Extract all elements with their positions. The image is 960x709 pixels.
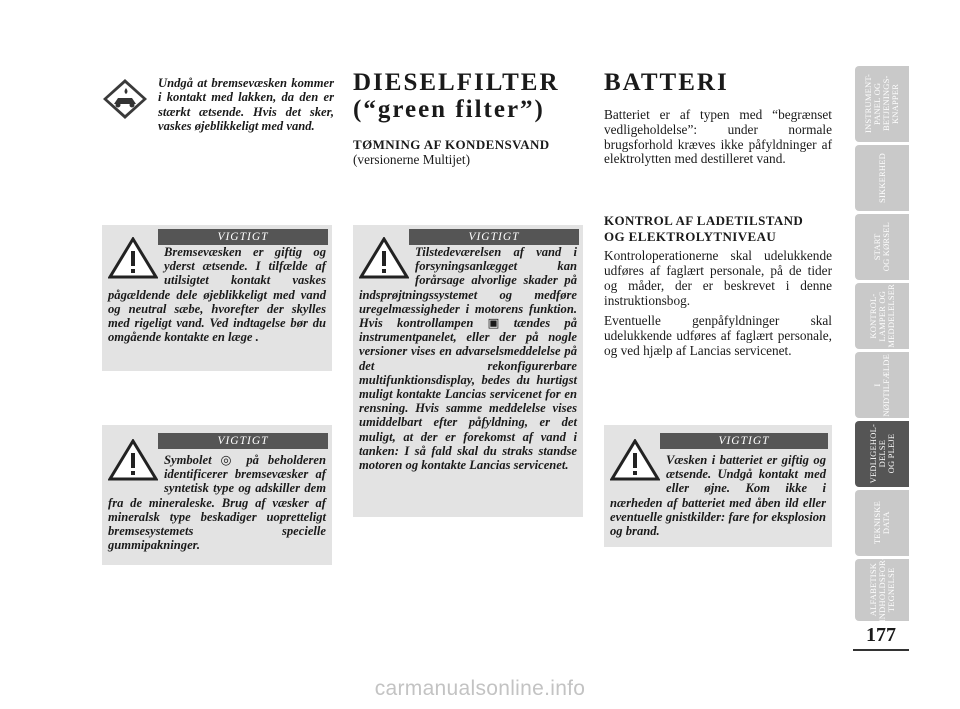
tab-instrument-panel[interactable] [855, 66, 909, 142]
tab-label: START OG KØRSEL [872, 222, 891, 272]
tab-label: ALFABETISK INDHOLDSFOR- TEGNELSE [867, 557, 896, 623]
box-header: VIGTIGT [409, 229, 579, 245]
diesel-subtitle: TØMNING AF KONDENSVAND [353, 137, 550, 152]
tab-maintenance[interactable] [855, 421, 909, 487]
intro-warning-text: Undgå at bremsevæsken kommer i kontakt med lakken, da den er stærkt ætsende. Hvis det sker, vaskes øjeblikkeligt med vand. [158, 76, 334, 134]
warning-triangle-icon [108, 439, 158, 481]
tab-start-driving[interactable] [855, 214, 909, 280]
battery-para1: Kontroloperationerne skal udelukkende udføres af faglært personale, på de tider og måder, der er beskrevet i denne instruktionsbog. [604, 248, 832, 308]
box-text: Symbolet ◎ på beholderen identificerer bremsevæsker af syntetisk type og adskiller dem fra de mineraleske. Brug af væsker af mineralsk type beskadiger uopretteligt bremsesystemets specielle gummipakninger. [108, 453, 326, 553]
warning-triangle-icon [108, 237, 158, 279]
box-header: VIGTIGT [158, 229, 328, 245]
page-number: 177 [866, 624, 896, 646]
synthetic-fluid-box [102, 425, 332, 565]
tab-safety[interactable] [855, 145, 909, 211]
warning-triangle-icon [359, 237, 409, 279]
brake-fluid-intro-warning [102, 76, 334, 134]
battery-subtitle-line1: KONTROL AF LADETILSTAND [604, 213, 804, 229]
warning-triangle-icon [610, 439, 660, 481]
box-text: Tilstedeværelsen af vand i forsyningsanlægget kan forårsage alvorlige skader på indsprøjtningssystemet og medføre uregelmæssigheder i motorens funktion. Hvis kontrollampen ▣ tændes på instrumentpanelet, eller der på nogle versioner vises en advarselsmeddelelse på det rekonfigurerbare multifunktionsdisplay, bedes du hurtigst muligt kontakte Lancias servicenet for en rensning. Hvis samme meddelelse vises umiddelbart efter påfyldning, er det muligt, at der er forekomst af vand i tanken: I så fald skal du straks standse motoren og kontakte Lancias servicenet. [359, 245, 577, 473]
watermark: carmanualsonline.info [374, 677, 586, 700]
tab-technical-data[interactable] [855, 490, 909, 556]
battery-section [604, 69, 832, 359]
battery-title: BATTERI [604, 69, 729, 96]
tab-label: KONTROL- LAMPER OG MEDDELELSER [867, 284, 896, 348]
battery-acid-box [604, 425, 832, 547]
tab-label: SIKKERHED [876, 153, 887, 203]
box-text: Væsken i batteriet er giftig og ætsende. Undgå kontakt med eller øjne. Kom ikke i nærheden af batteriet med åben ild eller eventuelle gnistkilder: fare for eksplosion og brand. [610, 453, 826, 539]
tab-label: INSTRUMENT- PANEL OG BETJENINGS- KNAPPER [863, 74, 900, 134]
page-number-rule [853, 649, 909, 651]
battery-subtitle-line2: OG ELEKTROLYTNIVEAU [604, 229, 777, 245]
battery-intro: Batteriet er af typen med “begrænset vedligeholdelse”: under normale brugsforhold kræves ikke påfyldninger af elektrolytten med destilleret vand. [604, 107, 832, 167]
water-in-fuel-box [353, 225, 583, 517]
diesel-subtitle-versions: (versionerne Multijet) [353, 152, 471, 167]
tab-label: TEKNISKE DATA [872, 501, 891, 545]
diesel-title-line2: (“green filter”) [353, 96, 545, 123]
tab-emergency[interactable] [855, 352, 909, 418]
tab-warning-lights[interactable] [855, 283, 909, 349]
tab-index[interactable] [855, 559, 909, 621]
box-header: VIGTIGT [660, 433, 828, 449]
diesel-title-line1: DIESELFILTER [353, 69, 560, 96]
battery-para2: Eventuelle genpåfyldninger skal udelukkende udføres af faglært personale, og ved hjælp af Lancias servicenet. [604, 313, 832, 358]
diesel-filter-section [353, 69, 585, 168]
box-header: VIGTIGT [158, 433, 328, 449]
box-text: Bremsevæsken er giftig og yderst ætsende. I tilfælde af utilsigtet kontakt vaskes pågældende dele øjeblikkeligt med vand og neutral sæbe, hvorefter der skylles med rigeligt vand. Ved indtagelse bør du omgående kontakte en læge . [108, 245, 326, 345]
paint-warning-icon [102, 78, 148, 120]
tab-label: VEDLIGEHOL- DELSE OG PLEJE [867, 424, 896, 484]
brake-fluid-toxic-box [102, 225, 332, 371]
tab-label: I NØDTILFÆLDE [872, 353, 891, 417]
